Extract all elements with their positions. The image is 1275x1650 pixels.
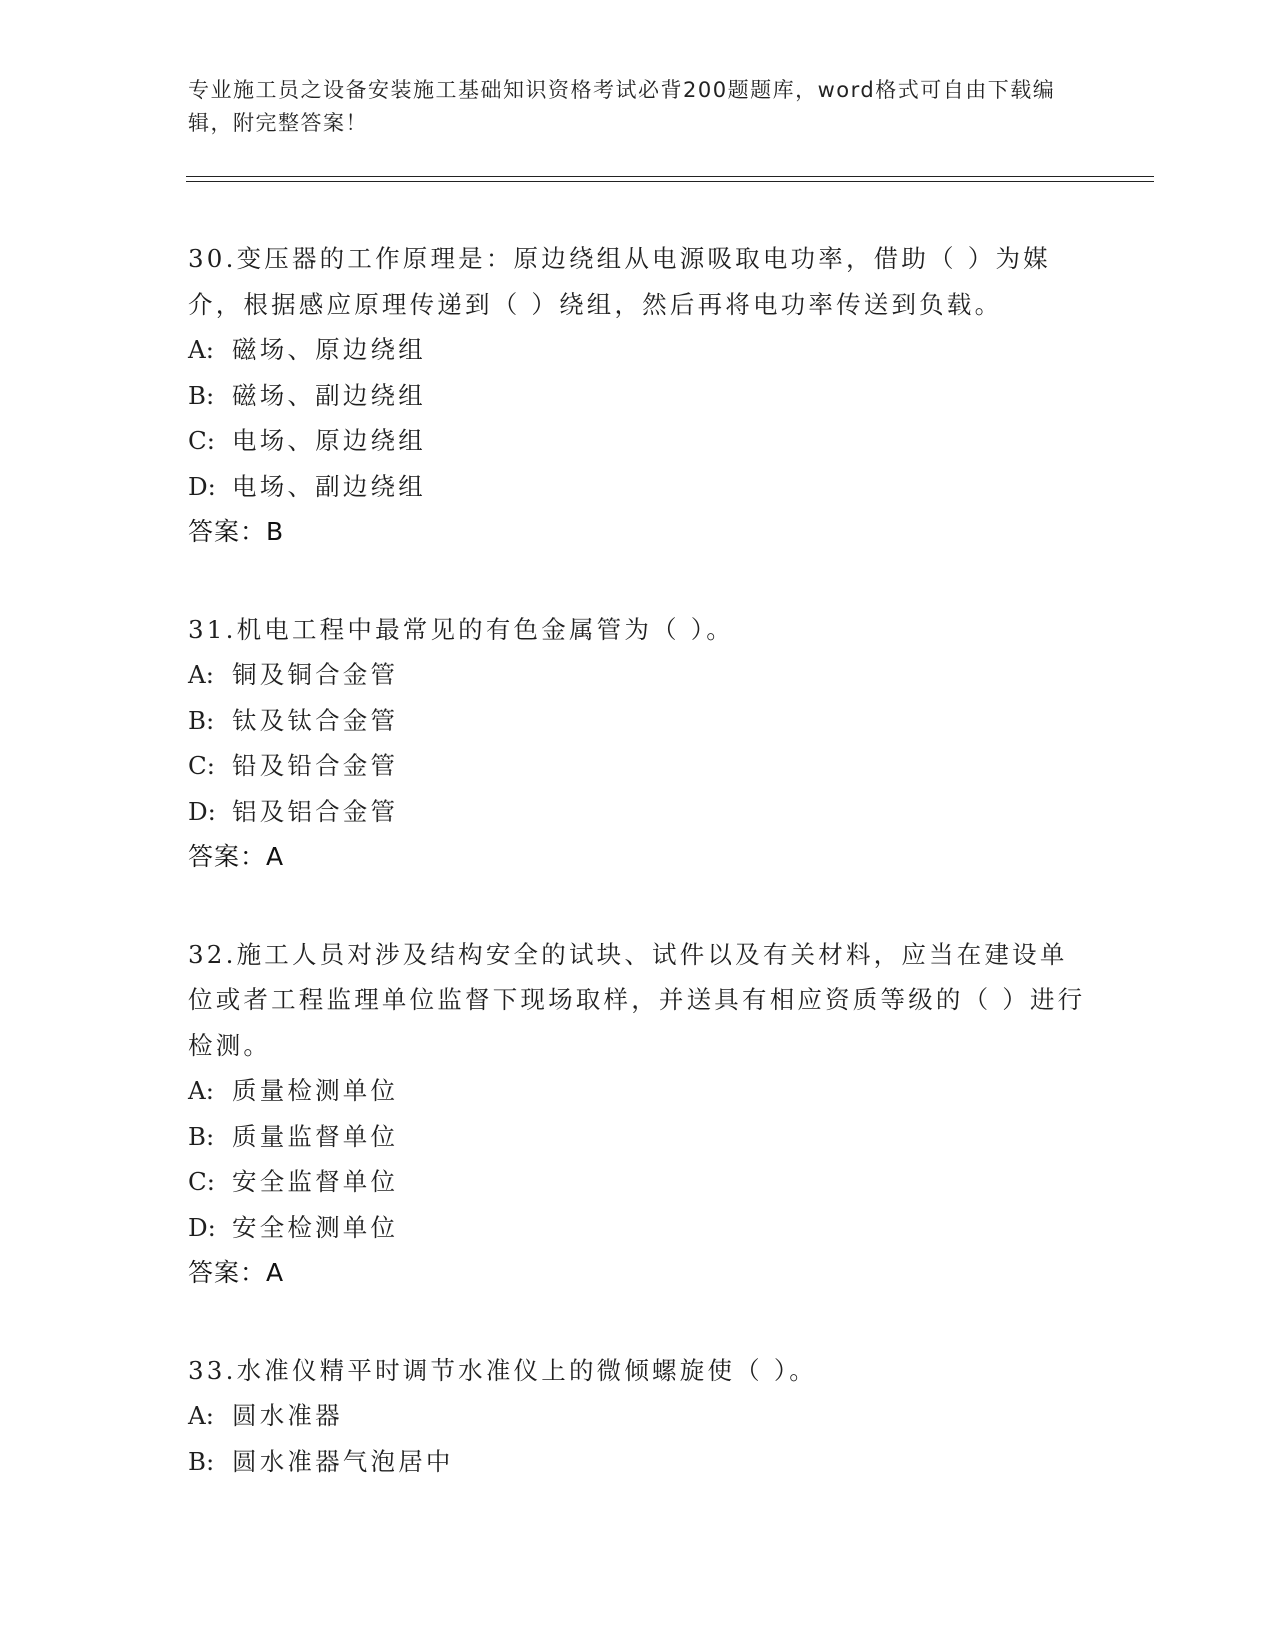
option-d [188, 1205, 1088, 1251]
option-text: 质量检测单位 [232, 1076, 399, 1105]
option-a [188, 1068, 1088, 1114]
option-text: 磁场、原边绕组 [232, 335, 426, 364]
option-label: B: [188, 380, 215, 410]
option-label: C: [188, 426, 216, 455]
question-stem: 32.施工人员对涉及结构安全的试块、试件以及有关材料，应当在建设单位或者工程监理单位监督下现场取样，并送具有相应资质等级的（ ）进行检测。 [188, 939, 1086, 1060]
question-stem: 33.水准仪精平时调节水准仪上的微倾螺旋使（ ）。 [188, 1355, 817, 1385]
option-b [188, 1114, 1088, 1160]
option-a [188, 652, 1088, 698]
option-label: A: [188, 1401, 214, 1430]
option-label: D: [188, 471, 216, 501]
option-label: B: [188, 1446, 215, 1476]
option-text: 圆水准器气泡居中 [232, 1446, 454, 1476]
option-text: 质量监督单位 [232, 1121, 399, 1151]
option-c [188, 743, 1088, 789]
option-label: A: [188, 1076, 214, 1105]
answer-line: 答案：A [188, 1258, 285, 1287]
option-text: 圆水准器 [232, 1401, 343, 1430]
question-stem: 30.变压器的工作原理是：原边绕组从电源吸取电功率，借助（ ）为媒介，根据感应原理传递到（ ）绕组，然后再将电功率传送到负载。 [188, 244, 1051, 319]
option-label: A: [188, 335, 214, 364]
option-text: 钛及钛合金管 [232, 705, 399, 735]
option-a [188, 1393, 1088, 1439]
answer-line: 答案：B [188, 517, 285, 546]
question-31 [188, 607, 1088, 880]
option-text: 电场、原边绕组 [232, 426, 426, 455]
option-text: 磁场、副边绕组 [232, 380, 426, 410]
option-b [188, 1439, 1088, 1485]
question-list [188, 236, 1088, 1536]
option-label: C: [188, 1167, 216, 1196]
question-30 [188, 236, 1088, 555]
option-text: 电场、副边绕组 [232, 471, 426, 501]
option-text: 安全检测单位 [232, 1212, 399, 1242]
option-b [188, 373, 1088, 419]
option-label: B: [188, 705, 215, 735]
document-header: 专业施工员之设备安装施工基础知识资格考试必背200题题库，word格式可自由下载编辑，附完整答案！ [188, 78, 1056, 135]
option-text: 安全监督单位 [232, 1167, 399, 1196]
option-label: D: [188, 1212, 216, 1242]
option-label: A: [188, 660, 214, 689]
option-c [188, 418, 1088, 464]
question-33 [188, 1348, 1088, 1485]
option-a [188, 327, 1088, 373]
option-c [188, 1159, 1088, 1205]
option-label: C: [188, 751, 216, 780]
option-text: 铝及铝合金管 [232, 796, 399, 826]
question-32 [188, 932, 1088, 1296]
option-text: 铅及铅合金管 [232, 751, 399, 780]
header-divider-bottom [186, 181, 1154, 182]
option-label: B: [188, 1121, 215, 1151]
option-d [188, 464, 1088, 510]
option-text: 铜及铜合金管 [232, 660, 399, 689]
option-d [188, 789, 1088, 835]
answer-line: 答案：A [188, 842, 285, 871]
option-label: D: [188, 796, 216, 826]
header-divider-top [186, 176, 1154, 177]
option-b [188, 698, 1088, 744]
question-stem: 31.机电工程中最常见的有色金属管为（ ）。 [188, 614, 734, 644]
